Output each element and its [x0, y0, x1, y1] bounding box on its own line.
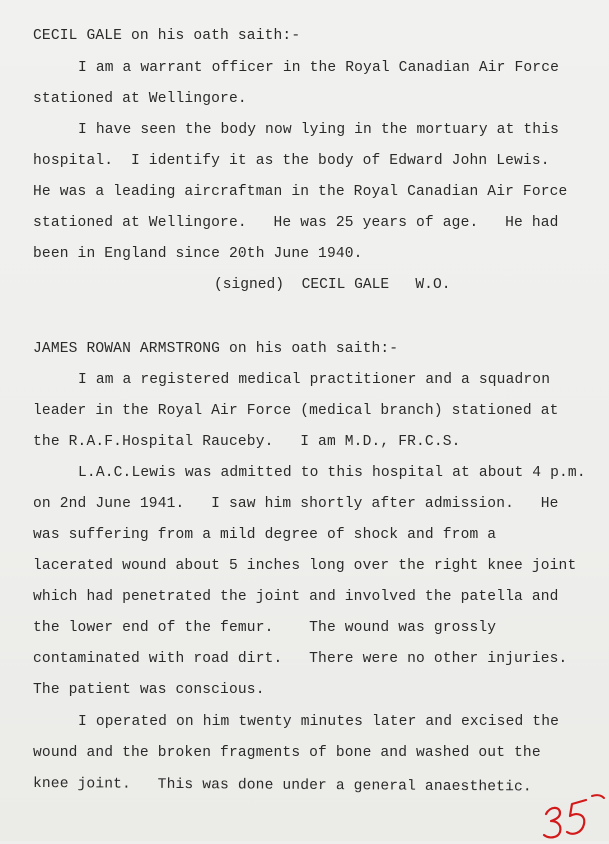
page-number-mark [540, 792, 609, 844]
statement2-line: the R.A.F.Hospital Rauceby. I am M.D., FR.C.S. [33, 434, 461, 450]
statement2-line: I operated on him twenty minutes later and excised the [78, 714, 560, 730]
statement1-line: I am a warrant officer in the Royal Canadian Air Force [78, 60, 560, 76]
statement1-line: hospital. I identify it as the body of Edward John Lewis. [33, 153, 550, 169]
statement1-heading: CECIL GALE on his oath saith:- [33, 28, 301, 44]
statement2-line: The patient was conscious. [33, 682, 265, 698]
statement1-line: He was a leading aircraftman in the Royal Canadian Air Force [33, 184, 568, 200]
statement2-line: contaminated with road dirt. There were no other injuries. [33, 651, 568, 667]
statement2-line: leader in the Royal Air Force (medical branch) stationed at [33, 403, 559, 419]
statement2-line: lacerated wound about 5 inches long over the right knee joint [33, 558, 577, 574]
statement2-line: on 2nd June 1941. I saw him shortly after admission. He [33, 496, 559, 512]
statement2-line: which had penetrated the joint and involved the patella and [33, 589, 559, 605]
statement1-line: stationed at Wellingore. [33, 91, 247, 107]
statement1-line: I have seen the body now lying in the mortuary at this [78, 122, 560, 138]
statement2-line: I am a registered medical practitioner and a squadron [78, 372, 551, 388]
statement2-line: L.A.C.Lewis was admitted to this hospital at about 4 p.m. [78, 465, 586, 481]
statement2-line: the lower end of the femur. The wound was grossly [33, 620, 497, 636]
page-number-flourish [592, 795, 604, 798]
statement1-line: been in England since 20th June 1940. [33, 246, 363, 262]
page-number-digit-3 [544, 808, 560, 838]
page-number-digit-5 [567, 800, 586, 834]
statement2-line: was suffering from a mild degree of shock and from a [33, 527, 497, 543]
statement1-line: stationed at Wellingore. He was 25 years of age. He had [33, 215, 559, 231]
statement2-heading: JAMES ROWAN ARMSTRONG on his oath saith:- [33, 341, 399, 357]
statement2-line: wound and the broken fragments of bone and washed out the [33, 745, 541, 761]
statement2-line: knee joint. This was done under a general anaesthetic. [32, 776, 532, 796]
statement1-signature: (signed) CECIL GALE W.O. [214, 277, 451, 293]
